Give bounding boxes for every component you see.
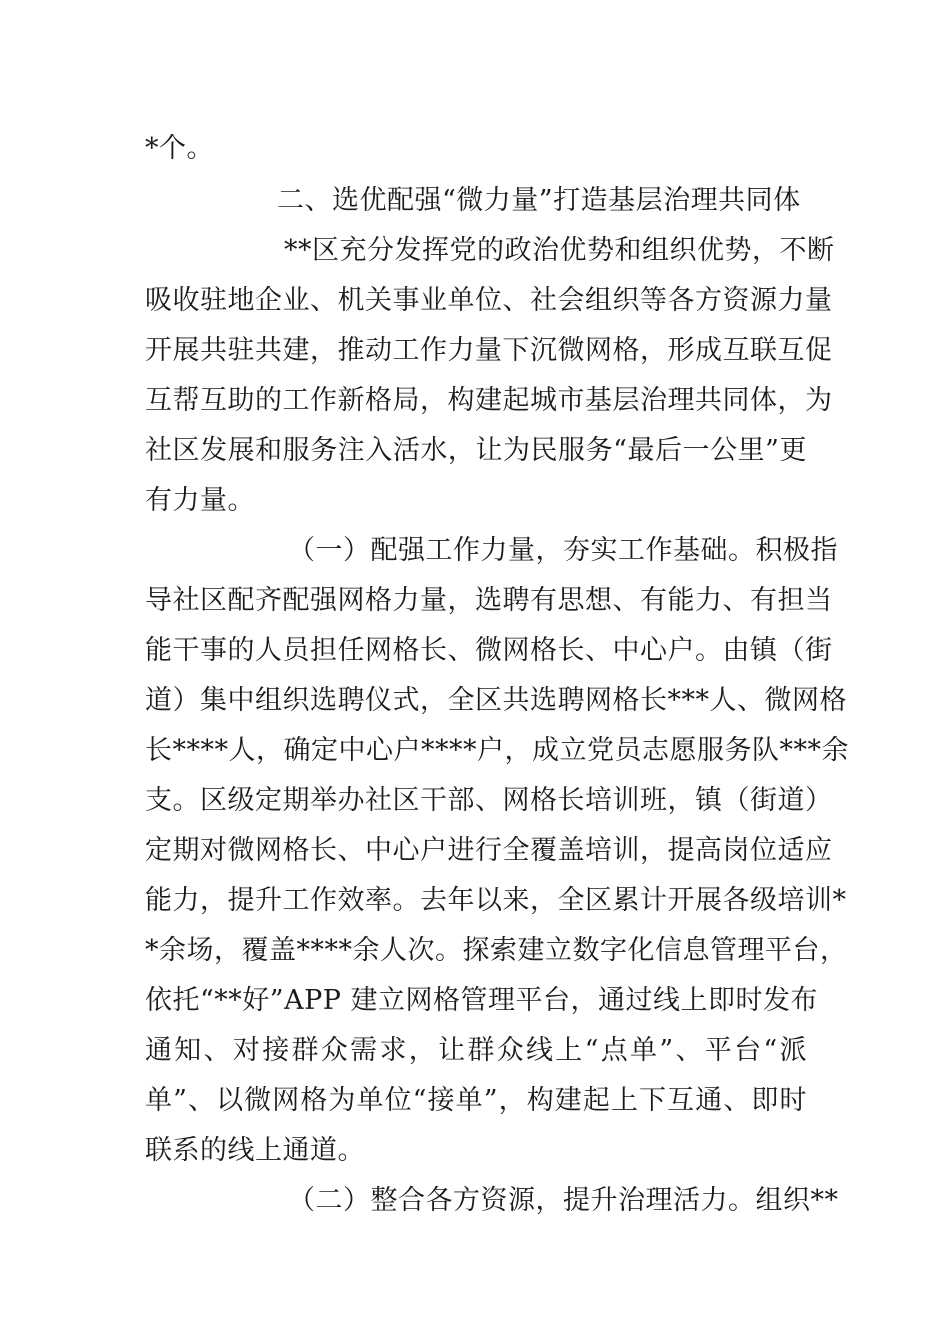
section-heading: 二、选优配强“微力量”打造基层治理共同体 (277, 185, 801, 216)
text-line: 单”、以微网格为单位“接单”，构建起上下互通、即时 (145, 1085, 807, 1116)
text-line: 支。区级定期举办社区干部、网格长培训班，镇（街道） (145, 785, 833, 816)
text-line: 吸收驻地企业、机关事业单位、社会组织等各方资源力量 (145, 285, 833, 316)
text-line: 能干事的人员担任网格长、微网格长、中心户。由镇（街 (145, 635, 833, 666)
text-line: 有力量。 (145, 485, 255, 516)
text-line: 依托“**好”APP 建立网格管理平台，通过线上即时发布 (145, 985, 819, 1016)
text-line: 互帮互助的工作新格局，构建起城市基层治理共同体，为 (145, 385, 833, 416)
text-line: 开展共驻共建，推动工作力量下沉微网格，形成互联互促 (145, 335, 833, 366)
text-line: 导社区配齐配强网格力量，选聘有思想、有能力、有担当 (145, 585, 833, 616)
text-line: 社区发展和服务注入活水，让为民服务“最后一公里”更 (145, 435, 807, 466)
subsection-heading: （一）配强工作力量，夯实工作基础。积极指 (288, 535, 838, 566)
text-line: *个。 (145, 133, 214, 164)
subsection-heading: （二）整合各方资源，提升治理活力。组织** (288, 1185, 839, 1216)
text-line: 联系的线上通道。 (145, 1135, 365, 1166)
text-line: 道）集中组织选聘仪式，全区共选聘网格长***人、微网格 (145, 685, 847, 716)
paragraph-first-line: **区充分发挥党的政治优势和组织优势，不断 (284, 235, 835, 266)
text-line: *余场，覆盖****余人次。探索建立数字化信息管理平台， (145, 935, 848, 966)
text-line: 通知、对接群众需求，让群众线上“点单”、平台“派 (145, 1035, 807, 1066)
text-line: 长****人，确定中心户****户，成立党员志愿服务队***余 (145, 735, 849, 766)
text-line: 定期对微网格长、中心户进行全覆盖培训，提高岗位适应 (145, 835, 833, 866)
text-line: 能力，提升工作效率。去年以来，全区累计开展各级培训* (145, 885, 847, 916)
